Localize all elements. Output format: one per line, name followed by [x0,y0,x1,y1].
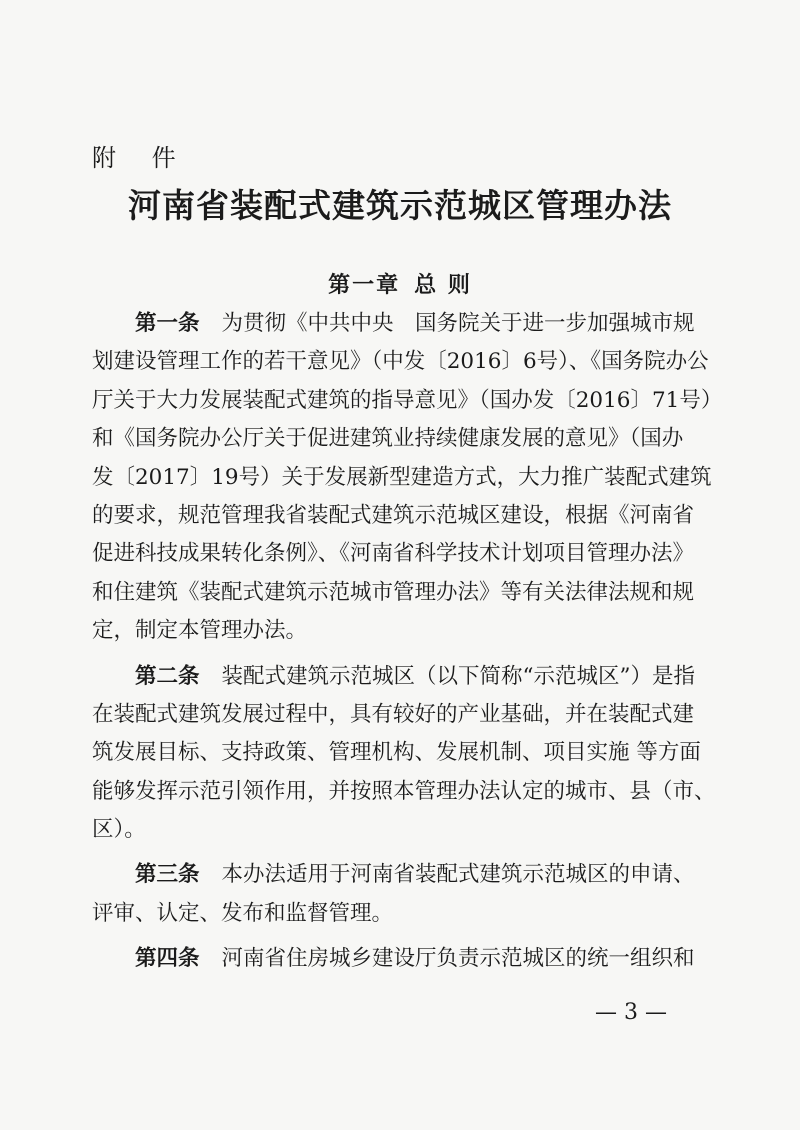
article-line: 和住建筑《装配式建筑示范城市管理办法》等有关法律法规和规 [92,579,695,605]
article-text: 河南省住房城乡建设厅负责示范城区的统一组织和 [221,946,695,972]
article-line: 在装配式建筑发展过程中，具有较好的产业基础，并在装配式建 [92,701,695,727]
attachment-label: 附 件 [92,144,190,172]
article-label: 第一条 [135,311,200,336]
article-2 [92,658,716,850]
article-text: 本办法适用于河南省装配式建筑示范城区的申请、 [221,862,695,888]
article-line: 厅关于大力发展装配式建筑的指导意见》（国办发〔2016〕71号） [92,387,723,413]
chapter-name: 总 则 [414,273,472,298]
article-text: 装配式建筑示范城区（以下简称“示范城区”）是指 [221,663,696,689]
article-line: 筑发展目标、支持政策、管理机构、发展机制、项目实施 等方面 [92,740,701,766]
article-line [92,940,702,978]
article-label: 第二条 [135,663,200,689]
page-number: — 3 — [595,1000,667,1025]
article-4 [92,940,702,978]
document-title: 河南省装配式建筑示范城区管理办法 [128,186,672,225]
chapter-heading [0,268,800,299]
article-1 [92,305,723,651]
article-line: 促进科技成果转化条例》、《河南省科学技术计划项目管理办法》 [92,541,695,567]
article-line: 划建设管理工作的若干意见》（中发〔2016〕6号）、《国务院办公 [92,349,709,375]
article-line [92,856,702,894]
article-line: 定，制定本管理办法。 [92,618,308,644]
article-line: 发〔2017〕19号）关于发展新型建造方式，大力推广装配式建筑 [92,464,712,490]
article-line [92,305,702,343]
article-line: 区）。 [92,817,146,843]
article-line: 的要求，规范管理我省装配式建筑示范城区建设，根据《河南省 [92,502,695,528]
article-line: 和《国务院办公厅关于促进建筑业持续健康发展的意见》（国办 [92,426,684,452]
article-label: 第四条 [135,946,200,972]
document-body [92,305,723,979]
chapter-number: 第一章 [328,273,401,298]
article-line [92,658,702,696]
article-line: 评审、认定、发布和监督管理。 [92,900,394,926]
article-label: 第三条 [135,862,200,888]
article-text: 为贯彻《中共中央 国务院关于进一步加强城市规 [221,311,695,336]
article-3 [92,856,702,933]
article-line: 能够发挥示范引领作用，并按照本管理办法认定的城市、县（市、 [92,778,716,804]
